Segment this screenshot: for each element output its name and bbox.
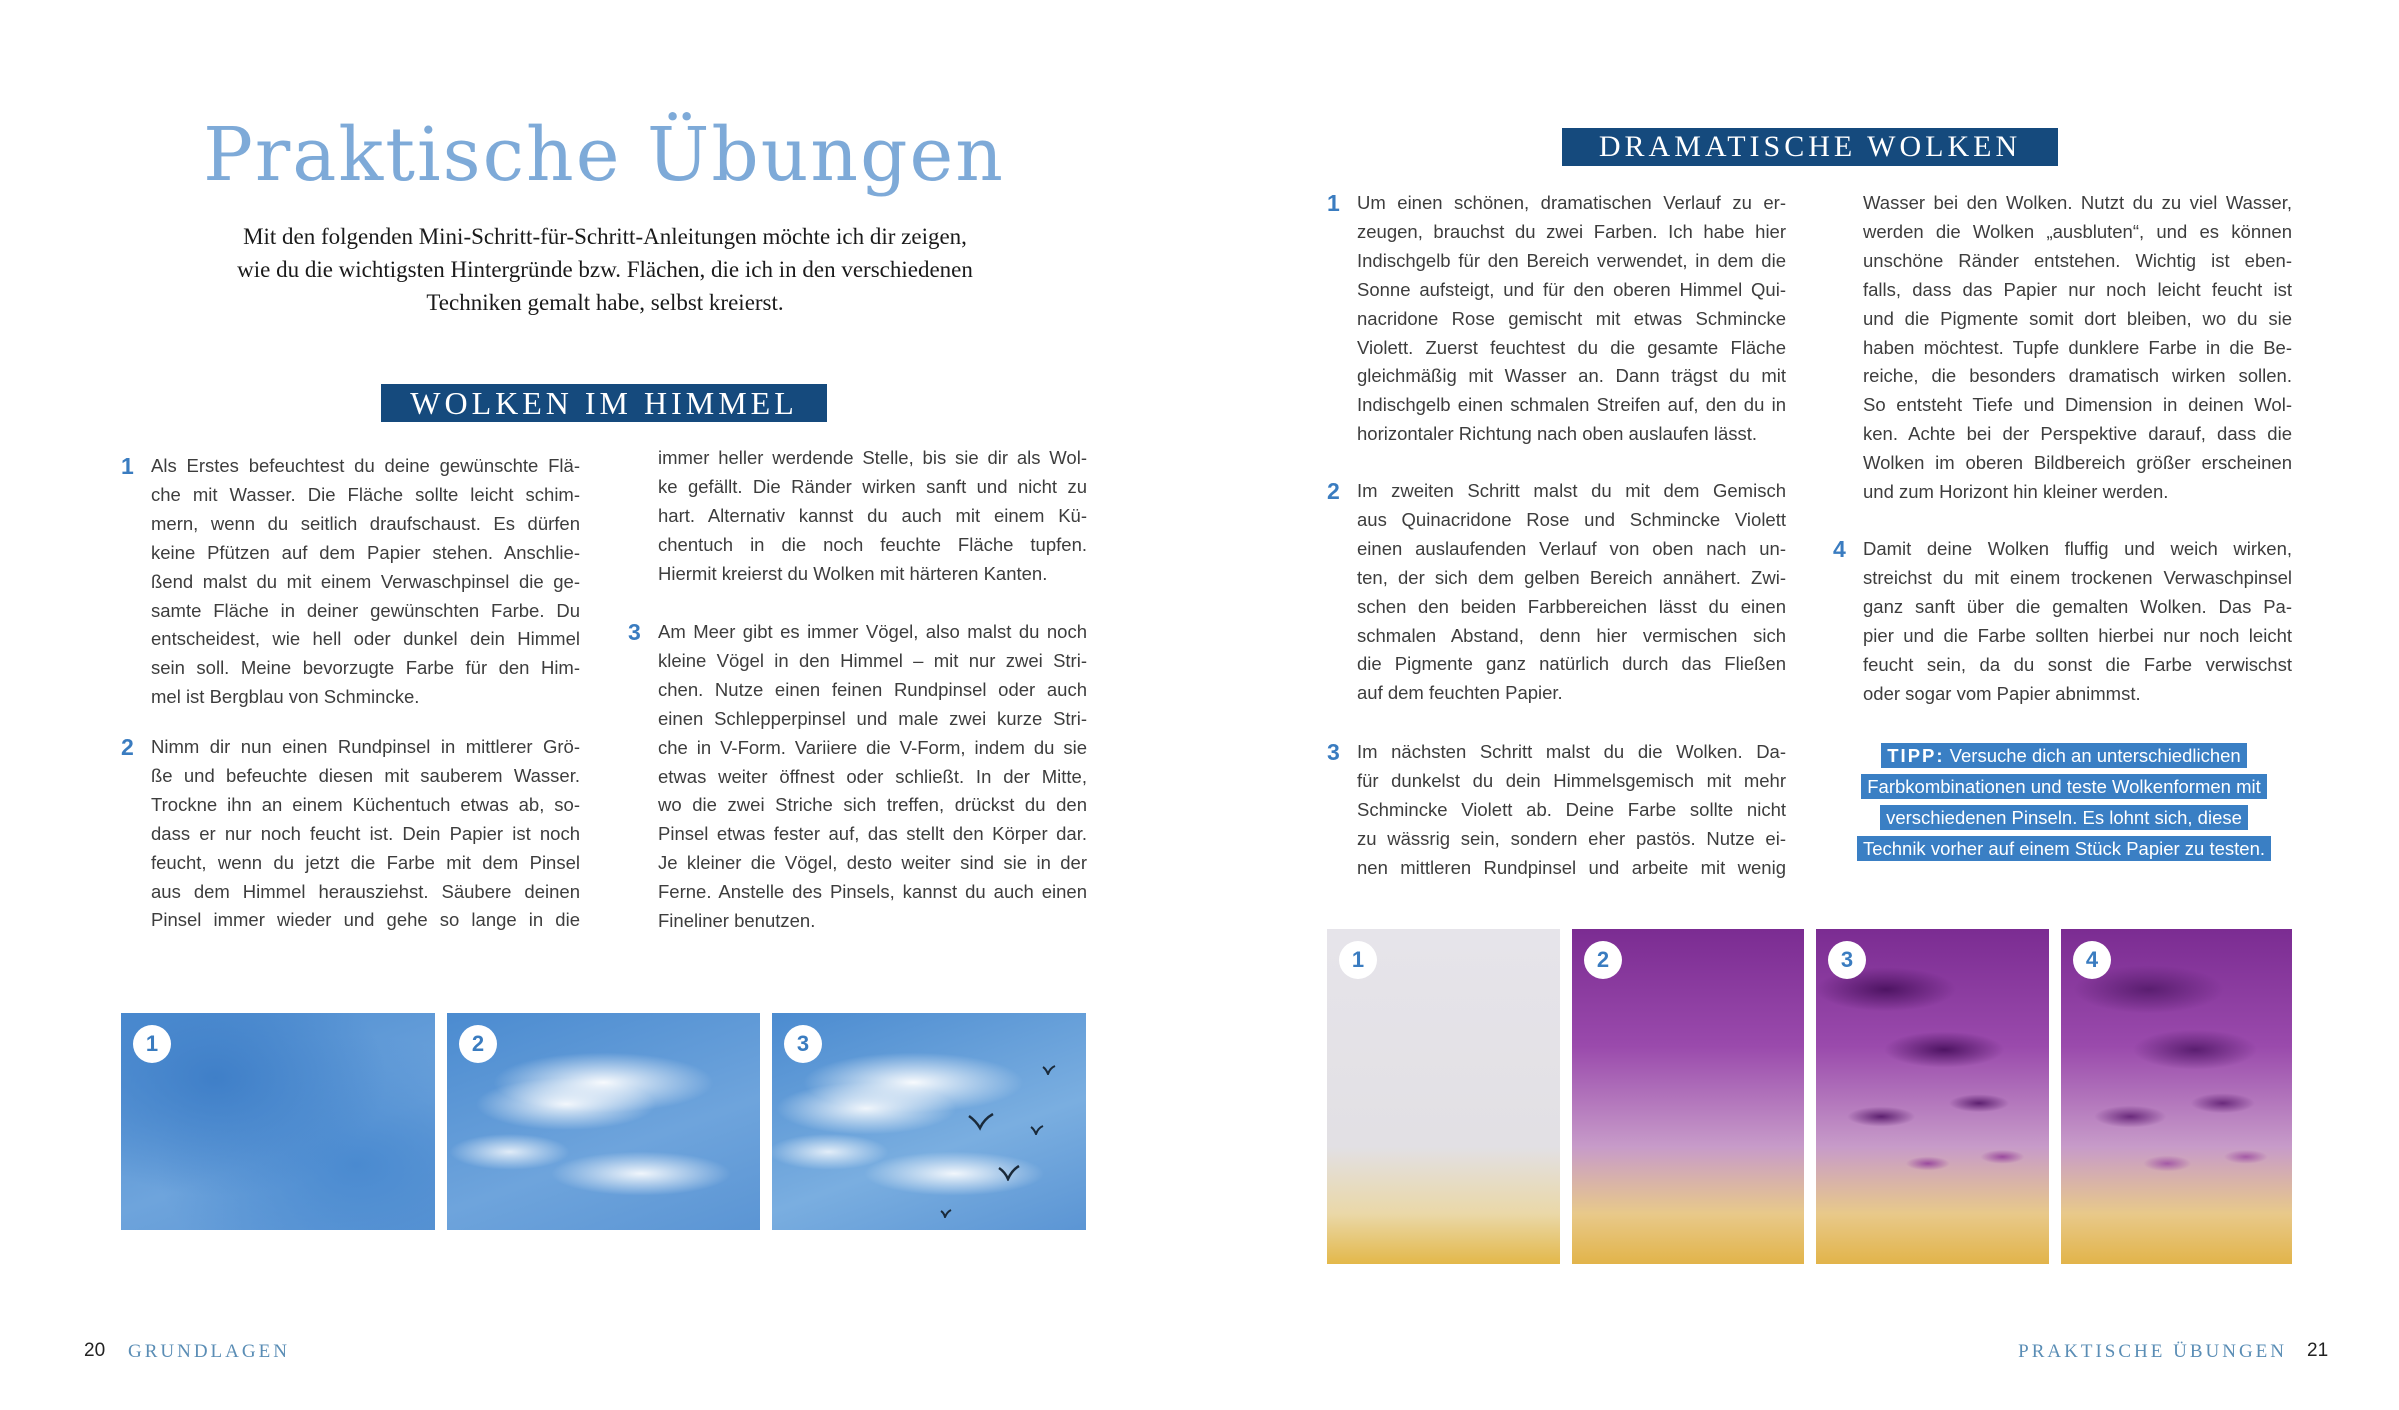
- step-paragraph: [1833, 535, 2292, 708]
- step-badge: 3: [1828, 941, 1866, 979]
- step-badge: 2: [459, 1025, 497, 1063]
- text-line: Am Meer gibt es immer Vögel, also malst du noch: [658, 621, 1087, 642]
- text-line: wo die zwei Striche sich treffen, drückst du den: [658, 794, 1087, 816]
- intro-text: [180, 220, 1030, 319]
- text-line: Sonne aufsteigt, und für den oberen Himmel Qui-: [1357, 278, 1786, 300]
- step-number: 2: [121, 734, 134, 760]
- text-line: und die Pigmente somit dort bleiben, wo du sie: [1863, 307, 2292, 329]
- section-heading-dramatische-wolken: DRAMATISCHE WOLKEN: [1562, 128, 2058, 166]
- text-line: Je kleiner die Vögel, desto weiter sind sie in der: [658, 852, 1087, 874]
- text-line: ken. Achte bei der Perspektive darauf, dass die: [1863, 423, 2292, 445]
- text-line: werden die Wolken „ausbluten“, und es können: [1863, 220, 2292, 242]
- text-line: Fineliner benutzen.: [658, 910, 816, 932]
- tip-text: Versuche dich an unterschiedlichen: [1949, 745, 2241, 766]
- text-line: falls, dass das Papier nur noch leicht feucht ist: [1863, 278, 2292, 300]
- step-paragraph: [628, 618, 1087, 936]
- text-line: Schmincke Violett ab. Deine Farbe sollte nicht: [1357, 798, 1786, 820]
- text-line: Hiermit kreierst du Wolken mit härteren Kanten.: [658, 562, 1048, 584]
- example-image-clouds-birds: [772, 1013, 1086, 1230]
- page-number-left: 20: [84, 1340, 106, 1361]
- bird-icon: [968, 1113, 994, 1131]
- example-image-purple-gradient: [1572, 929, 1804, 1264]
- bird-icon: [1042, 1065, 1056, 1075]
- example-image-soft-clouds: [447, 1013, 760, 1230]
- text-line: Indischgelb einen schmalen Streifen auf, den du in: [1357, 394, 1786, 416]
- text-line: Trockne ihn an einem Küchentuch etwas ab, so-: [151, 793, 580, 815]
- running-head-right: PRAKTISCHE ÜBUNGEN: [2018, 1341, 2287, 1362]
- text-line: Wasser bei den Wolken. Nutzt du zu viel Wasser,: [1863, 192, 2292, 213]
- text-line: oder sogar vom Papier abnimmst.: [1863, 682, 2141, 704]
- step-number: 4: [1833, 536, 1846, 562]
- intro-line: wie du die wichtigsten Hintergründe bzw. Flächen, die ich in den verschiedenen: [237, 257, 973, 282]
- tip-line: [1881, 743, 2246, 768]
- text-line: Im nächsten Schritt malst du die Wolken. Da-: [1357, 741, 1786, 762]
- text-line: auf dem feuchten Papier.: [1357, 682, 1563, 704]
- text-line: unschöne Ränder entstehen. Wichtig ist eben-: [1863, 249, 2292, 271]
- text-line: Violett. Zuerst feuchtest du die gesamte Fläche: [1357, 336, 1786, 358]
- text-line: gleichmäßig mit Wasser an. Dann trägst du mit: [1357, 365, 1786, 387]
- text-line: zeugen, brauchst du zwei Farben. Ich habe hier: [1357, 220, 1786, 242]
- tip-box: [1800, 740, 2328, 864]
- tip-label: TIPP:: [1887, 745, 1945, 766]
- text-line: Um einen schönen, dramatischen Verlauf zu er-: [1357, 192, 1786, 213]
- step-paragraph: [121, 452, 580, 712]
- text-line: Nimm dir nun einen Rundpinsel in mittlerer Grö-: [151, 736, 580, 757]
- text-line: kleine Vögel in den Himmel – mit nur zwei Stri-: [658, 649, 1087, 671]
- step-number: 3: [1327, 739, 1340, 765]
- page-title: Praktische Übungen: [203, 112, 1005, 198]
- page-number-right: 21: [2307, 1340, 2329, 1361]
- step-paragraph: [121, 733, 580, 935]
- text-line: haben möchtest. Tupfe dunklere Farbe in die Be-: [1863, 336, 2292, 358]
- text-line: sein soll. Meine bevorzugte Farbe für den Him-: [151, 657, 580, 679]
- bird-icon: [1030, 1125, 1044, 1135]
- example-image-blue-sky: [121, 1013, 435, 1230]
- tip-line: verschiedenen Pinseln. Es lohnt sich, diese: [1880, 805, 2248, 830]
- text-line: mern, wenn du seitlich draufschaust. Es dürfen: [151, 512, 580, 534]
- text-line: Pinsel immer wieder und gehe so lange in die: [151, 909, 580, 931]
- step-number: 2: [1327, 478, 1340, 504]
- text-line: che mit Wasser. Die Fläche sollte leicht schim-: [151, 483, 580, 505]
- text-line: einen auslaufenden Verlauf von oben nach un-: [1357, 537, 1786, 559]
- text-line: mel ist Bergblau von Schmincke.: [151, 686, 420, 708]
- step-badge: 2: [1584, 941, 1622, 979]
- text-line: hart. Alternativ kannst du auch mit einem Kü-: [658, 504, 1087, 526]
- text-line: Im zweiten Schritt malst du mit dem Gemisch: [1357, 480, 1786, 501]
- text-line: aus dem Himmel herausziehst. Säubere deinen: [151, 880, 580, 902]
- running-head-left: GRUNDLAGEN: [128, 1341, 290, 1362]
- text-line: feucht, wenn du jetzt die Farbe mit dem Pinsel: [151, 851, 580, 873]
- text-line: Pinsel etwas fester auf, das stellt den Körper dar.: [658, 823, 1087, 845]
- step-paragraph: [1863, 189, 2292, 507]
- tip-line: Farbkombinationen und teste Wolkenformen mit: [1861, 774, 2267, 799]
- intro-line: Mit den folgenden Mini-Schritt-für-Schritt-Anleitungen möchte ich dir zeigen,: [243, 224, 967, 249]
- step-number: 1: [121, 453, 134, 479]
- text-line: Ferne. Anstelle des Pinsels, kannst du auch einen: [658, 881, 1087, 903]
- text-line: ganz sanft über die gemalten Wolken. Das Pa-: [1863, 595, 2292, 617]
- text-line: einen Schlepperpinsel und male zwei kurze Stri-: [658, 707, 1087, 729]
- text-line: ße und befeuchte diesen mit sauberem Wasser.: [151, 764, 580, 786]
- text-line: nacridone Rose gemischt mit etwas Schmincke: [1357, 307, 1786, 329]
- text-line: immer heller werdende Stelle, bis sie dir als Wol-: [658, 447, 1087, 468]
- text-line: che in V-Form. Variiere die V-Form, indem du sie: [658, 736, 1087, 758]
- bird-icon: [940, 1209, 952, 1218]
- text-line: ten, der sich dem gelben Bereich annähert. Zwi-: [1357, 566, 1786, 588]
- example-image-yellow-wash: [1327, 929, 1560, 1264]
- text-line: ke gefällt. Die Ränder wirken sanft und nicht zu: [658, 475, 1087, 497]
- text-line: zu wässrig sein, sondern eher pastös. Nutze ei-: [1357, 827, 1786, 849]
- step-badge: 1: [1339, 941, 1377, 979]
- text-line: pier und die Farbe sollten hierbei nur noch leicht: [1863, 624, 2292, 646]
- text-line: aus Quinacridone Rose und Schmincke Violett: [1357, 508, 1786, 530]
- text-line: feucht sein, da du sonst die Farbe verwischst: [1863, 653, 2292, 675]
- text-line: chen. Nutze einen feinen Rundpinsel oder auch: [658, 678, 1087, 700]
- step-paragraph: [1327, 477, 1786, 708]
- text-line: und zum Horizont hin kleiner werden.: [1863, 481, 2169, 503]
- step-paragraph: [1327, 738, 1786, 883]
- text-line: Indischgelb für den Bereich verwendet, in dem die: [1357, 249, 1786, 271]
- intro-line: Techniken gemalt habe, selbst kreierst.: [426, 290, 784, 315]
- step-number: 1: [1327, 190, 1340, 216]
- section-heading-wolken-im-himmel: WOLKEN IM HIMMEL: [381, 384, 827, 422]
- text-line: Wolken im oberen Bildbereich größer erscheinen: [1863, 452, 2292, 474]
- step-paragraph: [1327, 189, 1786, 449]
- text-line: dass er nur noch feucht ist. Dein Papier ist noch: [151, 822, 580, 844]
- tip-line: Technik vorher auf einem Stück Papier zu testen.: [1857, 836, 2271, 861]
- text-line: Als Erstes befeuchtest du deine gewünschte Flä-: [151, 455, 580, 476]
- step-number: 3: [628, 619, 641, 645]
- text-line: reiche, die besonders dramatisch wirken sollen.: [1863, 365, 2292, 387]
- step-badge: 1: [133, 1025, 171, 1063]
- text-line: schen den beiden Farbbereichen lässt du einen: [1357, 595, 1786, 617]
- step-badge: 4: [2073, 941, 2111, 979]
- text-line: So entsteht Tiefe und Dimension in deinen Wol-: [1863, 394, 2292, 416]
- step-paragraph: [658, 444, 1087, 589]
- text-line: etwas weiter öffnest oder schließt. In der Mitte,: [658, 765, 1087, 787]
- bird-icon: [998, 1165, 1020, 1181]
- text-line: samte Fläche in deiner gewünschten Farbe. Du: [151, 599, 580, 621]
- text-line: keine Pfützen auf dem Papier stehen. Anschlie-: [151, 541, 580, 563]
- example-image-softened-clouds: [2061, 929, 2292, 1264]
- text-line: die Pigmente ganz natürlich durch das Fließen: [1357, 653, 1786, 675]
- text-line: horizontaler Richtung nach oben auslaufen lässt.: [1357, 423, 1758, 445]
- text-line: entscheidest, wie hell oder dunkel dein Himmel: [151, 628, 580, 650]
- text-line: schmalen Abstand, denn hier vermischen sich: [1357, 624, 1786, 646]
- text-line: Damit deine Wolken fluffig und weich wirken,: [1863, 538, 2292, 559]
- text-line: chentuch in die noch feuchte Fläche tupfen.: [658, 533, 1087, 555]
- step-badge: 3: [784, 1025, 822, 1063]
- text-line: für dunkelst du dein Himmelsgemisch mit mehr: [1357, 769, 1786, 791]
- text-line: ßend malst du mit einem Verwaschpinsel die ge-: [151, 570, 580, 592]
- example-image-dark-clouds: [1816, 929, 2049, 1264]
- text-line: nen mittleren Rundpinsel und arbeite mit wenig: [1357, 856, 1786, 878]
- text-line: streichst du mit einem trockenen Verwaschpinsel: [1863, 566, 2292, 588]
